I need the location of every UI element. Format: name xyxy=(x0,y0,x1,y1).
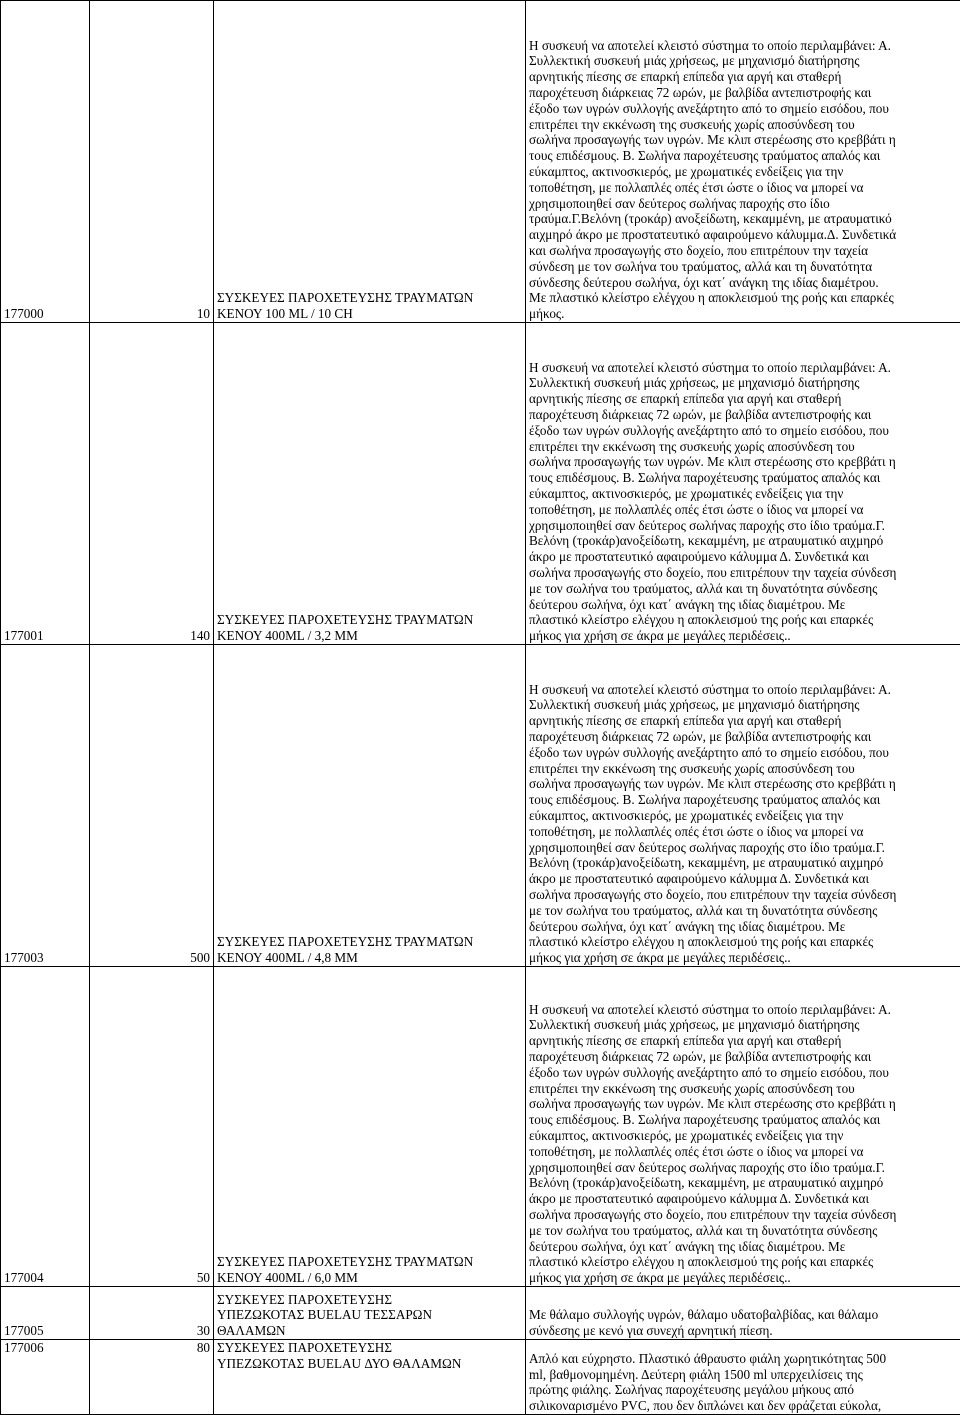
item-name: ΣΥΣΚΕΥΕΣ ΠΑΡΟΧΕΤΕΥΣΗΣ ΤΡΑΥΜΑΤΩΝ ΚΕΝΟΥ 100 ML / 10 CH xyxy=(214,1,526,323)
item-code: 177004 xyxy=(1,967,90,1287)
item-quantity: 30 xyxy=(90,1287,214,1340)
table-row xyxy=(1,645,960,967)
item-quantity: 140 xyxy=(90,323,214,645)
item-code: 177005 xyxy=(1,1287,90,1340)
item-quantity: 500 xyxy=(90,645,214,967)
item-name: ΣΥΣΚΕΥΕΣ ΠΑΡΟΧΕΤΕΥΣΗΣ ΤΡΑΥΜΑΤΩΝ ΚΕΝΟΥ 400ML / 4,8 MM xyxy=(214,645,526,967)
item-description: Η συσκευή να αποτελεί κλειστό σύστημα το οποίο περιλαμβάνει: Α. Συλλεκτική συσκευή μιάς χρήσεως, με μηχανισμό διατήρησης αρνητικής πίεσης σε επαρκή επίπεδα για αργή και σταθερή παροχέτευση διάρκειας 72 ωρών, με βαλβίδα αντεπιστροφής και έξοδο των υγρών συλλογής ανεξάρτητο από το σημείο εισόδου, που επιτρέπει την εκκένωση της συσκευής χωρίς αποσύνδεση του σωλήνα προσαγωγής των υγρών. Με κλιπ στερέωσης στο κρεββάτι η τους επιδέσμους. Β. Σωλήνα παροχέτευσης τραύματος απαλός και εύκαμπτος, ακτινοσκιερός, με χρωματικές ενδείξεις για την τοποθέτηση, με πολλαπλές οπές έτσι ώστε ο ίδιος να μπορεί να χρησιμοποιηθεί σαν δεύτερος σωλήνας παροχής στο ίδιο τραύμα.Γ. Βελόνη (τροκάρ)ανοξείδωτη, κεκαμμένη, με ατραυματικό αιχμηρό άκρο με προστατευτικό αφαιρούμενο κάλυμμα Δ. Συνδετικά και σωλήνα προσαγωγής στο δοχείο, που επιτρέπουν την ταχεία σύνδεση με τον σωλήνα του τραύματος, αλλά και τη δυνατότητα σύνδεσης δεύτερου σωλήνα, όχι κατ΄ ανάγκη της ιδίας διαμέτρου. Με πλαστικό κλείστρο ελέγχου η αποκλεισμού της ροής και επαρκές μήκος για χρήση σε άκρα με μεγάλες περιδέσεις.. xyxy=(526,967,960,1287)
table-row xyxy=(1,967,960,1287)
table-row xyxy=(1,1340,960,1415)
table-row xyxy=(1,1287,960,1340)
specification-table-body xyxy=(1,1,960,1415)
item-code: 177000 xyxy=(1,1,90,323)
item-description: Η συσκευή να αποτελεί κλειστό σύστημα το οποίο περιλαμβάνει: Α. Συλλεκτική συσκευή μιάς χρήσεως, με μηχανισμό διατήρησης αρνητικής πίεσης σε επαρκή επίπεδα για αργή και σταθερή παροχέτευση διάρκειας 72 ωρών, με βαλβίδα αντεπιστροφής και έξοδο των υγρών συλλογής ανεξάρτητο από το σημείο εισόδου, που επιτρέπει την εκκένωση της συσκευής χωρίς αποσύνδεση του σωλήνα προσαγωγής των υγρών. Με κλιπ στερέωσης στο κρεββάτι η τους επιδέσμους. Β. Σωλήνα παροχέτευσης τραύματος απαλός και εύκαμπτος, ακτινοσκιερός, με χρωματικές ενδείξεις για την τοποθέτηση, με πολλαπλές οπές έτσι ώστε ο ίδιος να μπορεί να χρησιμοποιηθεί σαν δεύτερος σωλήνας παροχής στο ίδιο τραύμα.Γ. Βελόνη (τροκάρ)ανοξείδωτη, κεκαμμένη, με ατραυματικό αιχμηρό άκρο με προστατευτικό αφαιρούμενο κάλυμμα Δ. Συνδετικά και σωλήνα προσαγωγής στο δοχείο, που επιτρέπουν την ταχεία σύνδεση με τον σωλήνα του τραύματος, αλλά και τη δυνατότητα σύνδεσης δεύτερου σωλήνα, όχι κατ΄ ανάγκη της ιδίας διαμέτρου. Με πλαστικό κλείστρο ελέγχου η αποκλεισμού της ροής και επαρκές μήκος για χρήση σε άκρα με μεγάλες περιδέσεις.. xyxy=(526,323,960,645)
item-description: Με θάλαμο συλλογής υγρών, θάλαμο υδατοβαλβίδας, και θάλαμο σύνδεσης με κενό για συνεχή αρνητική πίεση. xyxy=(526,1287,960,1340)
item-name: ΣΥΣΚΕΥΕΣ ΠΑΡΟΧΕΤΕΥΣΗΣ ΤΡΑΥΜΑΤΩΝ ΚΕΝΟΥ 400ML / 3,2 MM xyxy=(214,323,526,645)
item-code: 177001 xyxy=(1,323,90,645)
table-row xyxy=(1,1,960,323)
table-row xyxy=(1,323,960,645)
item-name: ΣΥΣΚΕΥΕΣ ΠΑΡΟΧΕΤΕΥΣΗΣ ΥΠΕΖΩΚΟΤΑΣ BUELAU ΔΥΟ ΘΑΛΑΜΩΝ xyxy=(214,1340,526,1415)
item-quantity: 10 xyxy=(90,1,214,323)
item-description: Απλό και εύχρηστο. Πλαστικό άθραυστο φιάλη χωρητικότητας 500 ml, βαθμονομημένη. Δεύτερη φιάλη 1500 ml υπερχειλίσεις της πρώτης φιάλης. Σωλήνας παροχέτευσης μεγάλου μήκους από σιλικοναρισμένο PVC, που δεν διπλώνει και δεν φράζεται εύκολα, xyxy=(526,1340,960,1415)
item-description: Η συσκευή να αποτελεί κλειστό σύστημα το οποίο περιλαμβάνει: Α. Συλλεκτική συσκευή μιάς χρήσεως, με μηχανισμό διατήρησης αρνητικής πίεσης σε επαρκή επίπεδα για αργή και σταθερή παροχέτευση διάρκειας 72 ωρών, με βαλβίδα αντεπιστροφής και έξοδο των υγρών συλλογής ανεξάρτητο από το σημείο εισόδου, που επιτρέπει την εκκένωση της συσκευής χωρίς αποσύνδεση του σωλήνα προσαγωγής των υγρών. Με κλιπ στερέωσης στο κρεββάτι η τους επιδέσμους. Β. Σωλήνα παροχέτευσης τραύματος απαλός και εύκαμπτος, ακτινοσκιερός, με χρωματικές ενδείξεις για την τοποθέτηση, με πολλαπλές οπές έτσι ώστε ο ίδιος να μπορεί να χρησιμοποιηθεί σαν δεύτερος σωλήνας παροχής στο ίδιο τραύμα.Γ.Βελόνη (τροκάρ) ανοξείδωτη, κεκαμμένη, με ατραυματικό αιχμηρό άκρο με προστατευτικό αφαιρούμενο κάλυμμα.Δ. Συνδετικά και σωλήνα προσαγωγής στο δοχείο, που επιτρέπουν την ταχεία σύνδεση με τον σωλήνα του τραύματος, αλλά και τη δυνατότητα σύνδεσης δεύτερου σωλήνα, όχι κατ΄ ανάγκη της ιδίας διαμέτρου. Με πλαστικό κλείστρο ελέγχου η αποκλεισμού της ροής και επαρκές μήκος. xyxy=(526,1,960,323)
item-name: ΣΥΣΚΕΥΕΣ ΠΑΡΟΧΕΤΕΥΣΗΣ ΤΡΑΥΜΑΤΩΝ ΚΕΝΟΥ 400ML / 6,0 MM xyxy=(214,967,526,1287)
item-code: 177006 xyxy=(1,1340,90,1415)
item-quantity: 80 xyxy=(90,1340,214,1415)
item-code: 177003 xyxy=(1,645,90,967)
item-description: Η συσκευή να αποτελεί κλειστό σύστημα το οποίο περιλαμβάνει: Α. Συλλεκτική συσκευή μιάς χρήσεως, με μηχανισμό διατήρησης αρνητικής πίεσης σε επαρκή επίπεδα για αργή και σταθερή παροχέτευση διάρκειας 72 ωρών, με βαλβίδα αντεπιστροφής και έξοδο των υγρών συλλογής ανεξάρτητο από το σημείο εισόδου, που επιτρέπει την εκκένωση της συσκευής χωρίς αποσύνδεση του σωλήνα προσαγωγής των υγρών. Με κλιπ στερέωσης στο κρεββάτι η τους επιδέσμους. Β. Σωλήνα παροχέτευσης τραύματος απαλός και εύκαμπτος, ακτινοσκιερός, με χρωματικές ενδείξεις για την τοποθέτηση, με πολλαπλές οπές έτσι ώστε ο ίδιος να μπορεί να χρησιμοποιηθεί σαν δεύτερος σωλήνας παροχής στο ίδιο τραύμα.Γ. Βελόνη (τροκάρ)ανοξείδωτη, κεκαμμένη, με ατραυματικό αιχμηρό άκρο με προστατευτικό αφαιρούμενο κάλυμμα Δ. Συνδετικά και σωλήνα προσαγωγής στο δοχείο, που επιτρέπουν την ταχεία σύνδεση με τον σωλήνα του τραύματος, αλλά και τη δυνατότητα σύνδεσης δεύτερου σωλήνα, όχι κατ΄ ανάγκη της ιδίας διαμέτρου. Με πλαστικό κλείστρο ελέγχου η αποκλεισμού της ροής και επαρκές μήκος για χρήση σε άκρα με μεγάλες περιδέσεις.. xyxy=(526,645,960,967)
item-name: ΣΥΣΚΕΥΕΣ ΠΑΡΟΧΕΤΕΥΣΗΣ ΥΠΕΖΩΚΟΤΑΣ BUELAU ΤΕΣΣΑΡΩΝ ΘΑΛΑΜΩΝ xyxy=(214,1287,526,1340)
item-quantity: 50 xyxy=(90,967,214,1287)
